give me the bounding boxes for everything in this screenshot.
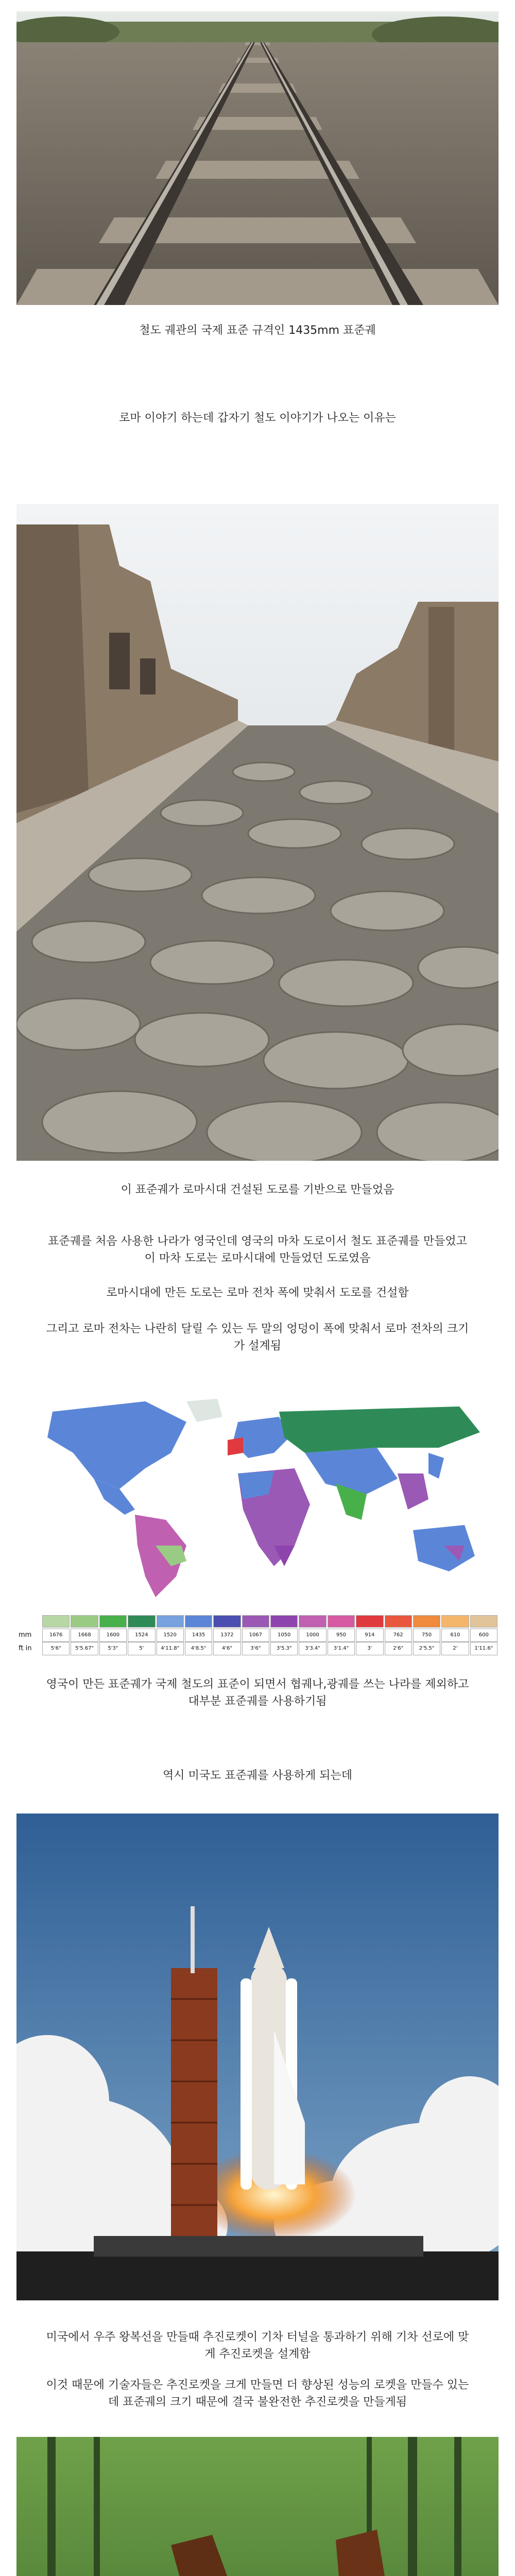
caption-engineers-1: 이것 때문에 기술자들은 추진로켓을 크게 만들면 더 향상된 성능의 로켓을 만들수 있는 [46,2379,469,2392]
legend-mm-value: 1372 [213,1629,241,1642]
legend-swatch [441,1615,469,1628]
caption-shuttle-1: 미국에서 우주 왕복선을 만들때 추진로켓이 기차 터널을 통과하기 위해 기차 선로에 맞 [46,2331,469,2344]
legend-ftin-value: 2'6" [385,1642,412,1655]
world-gauge-map [16,1391,499,1607]
caption-horse-width-2: 가 설계됨 [233,1340,281,1352]
caption-england-1: 표준궤를 처음 사용한 나라가 영국인데 영국의 마차 도로이서 철도 표준궤를 만들었고 [48,1235,467,1248]
legend-ftin-value: 2'5.5" [413,1642,440,1655]
caption-horse-width-1: 그리고 로마 전차는 나란히 달릴 수 있는 두 말의 엉덩이 폭에 맞춰서 로마 전차의 크기 [46,1323,469,1335]
legend-mm-value: 610 [441,1629,469,1642]
caption-international-2: 대부분 표준궤를 사용하기됨 [188,1695,327,1708]
legend-mm-value: 1435 [185,1629,212,1642]
legend-swatch [413,1615,440,1628]
legend-mm-value: 750 [413,1629,440,1642]
horse-carriage-photo [16,2437,499,2576]
legend-ftin-value: 4'6" [213,1642,241,1655]
legend-swatch-row [42,1615,499,1629]
legend-mm-value: 914 [356,1629,383,1642]
legend-ftin-value: 4'8.5" [185,1642,212,1655]
caption-international-1: 영국이 만든 표준궤가 국제 철도의 표준이 되면서 협궤나,광궤를 쓰는 나라를 제외하고 [46,1678,469,1691]
legend-ftin-value: 5'5.67" [71,1642,98,1655]
legend-mm-value: 1676 [42,1629,70,1642]
legend-ftin-value: 1'11.6" [470,1642,497,1655]
caption-usa: 역시 미국도 표준궤를 사용하게 되는데 [162,1769,352,1782]
legend-ftin-row [19,1642,499,1655]
legend-swatch [99,1615,127,1628]
legend-mm-value: 1668 [71,1629,98,1642]
legend-ftin-label: ft in [19,1645,32,1652]
legend-swatch [157,1615,184,1628]
caption-roman-road: 이 표준궤가 로마시대 건설된 도로를 기반으로 만들었음 [121,1183,394,1196]
legend-ftin-value: 3' [356,1642,383,1655]
legend-swatch [242,1615,269,1628]
legend-ftin-value: 5'6" [42,1642,70,1655]
legend-swatch [270,1615,298,1628]
legend-mm-value: 600 [470,1629,497,1642]
legend-ftin-value: 3'6" [242,1642,269,1655]
legend-swatch [185,1615,212,1628]
legend-swatch [42,1615,70,1628]
legend-swatch [213,1615,241,1628]
legend-mm-value: 1520 [157,1629,184,1642]
caption-roman-chariot-road: 로마시대에 만든 도로는 로마 전차 폭에 맞춰서 도로를 건설함 [106,1286,409,1299]
legend-swatch [299,1615,326,1628]
legend-ftin-value: 3'1.4" [328,1642,355,1655]
caption-why-railway: 로마 이야기 하는데 갑자기 철도 이야기가 나오는 이유는 [119,412,396,425]
legend-mm-value: 1000 [299,1629,326,1642]
caption-shuttle-2: 게 추진로켓을 설계함 [204,2348,311,2361]
legend-mm-value: 762 [385,1629,412,1642]
legend-mm-value: 1600 [99,1629,127,1642]
legend-ftin-value: 5' [128,1642,155,1655]
legend-ftin-value: 2' [441,1642,469,1655]
legend-ftin-value: 5'3" [99,1642,127,1655]
legend-swatch [356,1615,383,1628]
legend-ftin-value: 3'5.3" [270,1642,298,1655]
legend-mm-value: 1067 [242,1629,269,1642]
caption-standard-gauge: 철도 궤관의 국제 표준 규격인 1435mm 표준궤 [139,324,376,337]
legend-swatch [328,1615,355,1628]
roman-road-photo [16,504,499,1161]
legend-swatch [71,1615,98,1628]
legend-swatch [470,1615,497,1628]
legend-mm-value: 1524 [128,1629,155,1642]
legend-ftin-value: 3'3.4" [299,1642,326,1655]
legend-swatch [128,1615,155,1628]
legend-mm-label: mm [19,1631,32,1639]
legend-mm-row [19,1629,499,1642]
gauge-legend-table [16,1615,499,1656]
legend-mm-value: 950 [328,1629,355,1642]
legend-ftin-value: 4'11.8" [157,1642,184,1655]
caption-england-2: 이 마차 도로는 로마시대에 만들었던 도로였음 [144,1252,371,1265]
legend-mm-value: 1050 [270,1629,298,1642]
railway-track-photo [16,11,499,305]
legend-swatch [385,1615,412,1628]
space-shuttle-launch-photo [16,1814,499,2300]
caption-engineers-2: 데 표준궤의 크기 때문에 결국 불완전한 추진로켓을 만들게됨 [108,2396,407,2409]
